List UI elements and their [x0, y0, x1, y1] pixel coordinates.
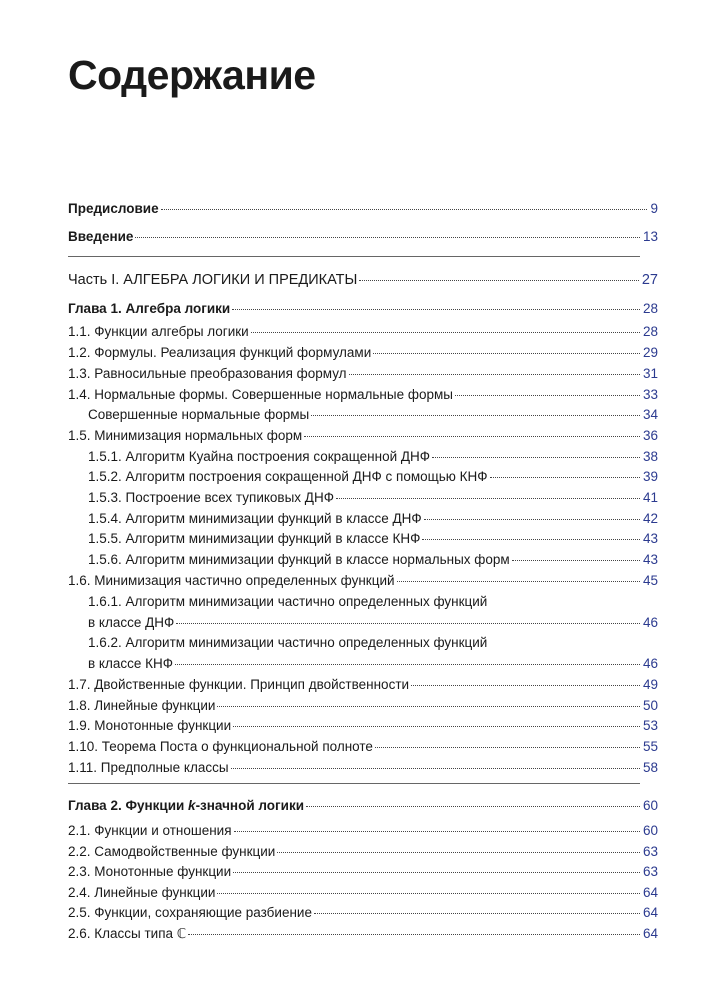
section-divider: [68, 256, 640, 257]
toc-entry-label: 2.4. Линейные функции: [68, 885, 216, 900]
dot-leader: [188, 934, 640, 935]
toc-entry-label: 1.5.1. Алгоритм Куайна построения сокращенной ДНФ: [88, 449, 431, 464]
toc-page-number[interactable]: 28: [642, 301, 658, 316]
toc-entry[interactable]: [88, 510, 658, 528]
toc-page-number[interactable]: 36: [642, 428, 658, 443]
dot-leader: [232, 309, 640, 310]
dot-leader: [314, 913, 640, 914]
toc-page-number[interactable]: 34: [642, 407, 658, 422]
toc-entry[interactable]: [88, 468, 658, 486]
toc-entry-label: 1.3. Равносильные преобразования формул: [68, 366, 347, 381]
dot-leader: [422, 539, 640, 540]
toc-entry[interactable]: [68, 822, 658, 840]
toc-entry-label: 2.2. Самодвойственные функции: [68, 844, 276, 859]
toc-entry[interactable]: [68, 863, 658, 881]
toc-entry-label-line: 1.6.1. Алгоритм минимизации частично определенных функций: [88, 594, 488, 609]
dot-leader: [336, 498, 640, 499]
section-divider: [68, 783, 640, 784]
dot-leader: [432, 457, 640, 458]
toc-page-number[interactable]: 55: [642, 739, 658, 754]
toc-entry-label: в классе ДНФ: [88, 615, 175, 630]
dot-leader: [233, 726, 640, 727]
toc-entry[interactable]: [68, 843, 658, 861]
dot-leader: [233, 872, 640, 873]
toc-entry-label: в классе КНФ: [88, 656, 174, 671]
toc-page-number[interactable]: 9: [650, 201, 658, 216]
dot-leader: [397, 581, 640, 582]
toc-page-number[interactable]: 63: [642, 844, 658, 859]
toc-entry[interactable]: [68, 365, 658, 383]
toc-entry-label-line: 1.6.2. Алгоритм минимизации частично определенных функций: [88, 635, 488, 650]
toc-entry-label: 2.5. Функции, сохраняющие разбиение: [68, 905, 312, 920]
dot-leader: [217, 893, 639, 894]
toc-page-number[interactable]: 64: [642, 905, 658, 920]
toc-entry[interactable]: [68, 572, 658, 590]
toc-entry[interactable]: [88, 489, 658, 507]
toc-entry[interactable]: [68, 427, 658, 445]
toc-entry-label: Глава 2. Функции k-значной логики: [68, 798, 305, 813]
dot-leader: [304, 436, 640, 437]
dot-leader: [490, 477, 640, 478]
toc-page-number[interactable]: 33: [642, 387, 658, 402]
toc-entry[interactable]: [68, 300, 658, 318]
toc-entry[interactable]: [68, 697, 658, 715]
dot-leader: [306, 806, 640, 807]
toc-page-number[interactable]: 43: [642, 552, 658, 567]
toc-entry-label: 1.5.6. Алгоритм минимизации функций в классе нормальных форм: [88, 552, 510, 567]
toc-page-number[interactable]: 43: [642, 531, 658, 546]
toc-page-number[interactable]: 64: [642, 885, 658, 900]
toc-entry-label: Совершенные нормальные формы: [88, 407, 310, 422]
toc-page-number[interactable]: 53: [642, 718, 658, 733]
dot-leader: [231, 768, 640, 769]
dot-leader: [411, 685, 640, 686]
toc-entry-label: 1.5.2. Алгоритм построения сокращенной ДНФ с помощью КНФ: [88, 469, 488, 484]
toc-entry-label: 1.7. Двойственные функции. Принцип двойственности: [68, 677, 410, 692]
toc-entry[interactable]: [68, 228, 658, 246]
toc-entry[interactable]: [68, 676, 658, 694]
toc-entry[interactable]: [68, 200, 658, 218]
toc-page-number[interactable]: 60: [642, 823, 658, 838]
toc-entry[interactable]: [88, 655, 658, 673]
toc-entry[interactable]: [68, 904, 658, 922]
toc-entry[interactable]: [68, 797, 658, 815]
toc-entry-label: 1.5.3. Построение всех тупиковых ДНФ: [88, 490, 334, 505]
toc-entry-label: 1.4. Нормальные формы. Совершенные нормальные формы: [68, 387, 453, 402]
dot-leader: [217, 706, 639, 707]
dot-leader: [373, 353, 640, 354]
toc-entry[interactable]: [88, 551, 658, 569]
toc-entry-label: 1.2. Формулы. Реализация функций формулами: [68, 345, 372, 360]
toc-entry-label: 1.8. Линейные функции: [68, 698, 216, 713]
toc-entry[interactable]: [68, 717, 658, 735]
toc-entry-label: 2.1. Функции и отношения: [68, 823, 232, 838]
dot-leader: [234, 831, 640, 832]
toc-page-number[interactable]: 39: [642, 469, 658, 484]
toc-entry[interactable]: [88, 448, 658, 466]
toc-entry-label: 1.1. Функции алгебры логики: [68, 324, 249, 339]
toc-entry[interactable]: [68, 759, 658, 777]
dot-leader: [175, 664, 640, 665]
toc-page-number[interactable]: 38: [642, 449, 658, 464]
toc-entry-label: Глава 1. Алгебра логики: [68, 301, 231, 316]
toc-page-number[interactable]: 41: [642, 490, 658, 505]
toc-page-number[interactable]: 49: [642, 677, 658, 692]
toc-entry[interactable]: [68, 323, 658, 341]
toc-entry[interactable]: [88, 406, 658, 424]
toc-page-number[interactable]: 64: [642, 926, 658, 941]
toc-entry[interactable]: [68, 386, 658, 404]
dot-leader: [512, 560, 640, 561]
toc-entry[interactable]: [68, 271, 658, 289]
toc-page-number[interactable]: 42: [642, 511, 658, 526]
toc-page-number[interactable]: 60: [642, 798, 658, 813]
toc-page-number[interactable]: 31: [642, 366, 658, 381]
toc-entry[interactable]: [68, 884, 658, 902]
toc-page-number[interactable]: 28: [642, 324, 658, 339]
dot-leader: [161, 209, 648, 210]
dot-leader: [311, 415, 640, 416]
toc-entry-label: 1.5.5. Алгоритм минимизации функций в классе КНФ: [88, 531, 421, 546]
dot-leader: [251, 332, 640, 333]
dot-leader: [349, 374, 640, 375]
dot-leader: [455, 395, 640, 396]
toc-entry[interactable]: [68, 344, 658, 362]
toc-page-number[interactable]: 29: [642, 345, 658, 360]
toc-page-number[interactable]: 45: [642, 573, 658, 588]
toc-entry-label: 1.6. Минимизация частично определенных функций: [68, 573, 395, 588]
toc-entry-label: Часть I. АЛГЕБРА ЛОГИКИ И ПРЕДИКАТЫ: [68, 272, 358, 288]
toc-page-number[interactable]: 50: [642, 698, 658, 713]
toc-entry-label: 1.5. Минимизация нормальных форм: [68, 428, 303, 443]
toc-entry-label: Предисловие: [68, 201, 159, 216]
toc-entry-label: 1.10. Теорема Поста о функциональной полноте: [68, 739, 373, 754]
toc-entry-label: 1.9. Монотонные функции: [68, 718, 232, 733]
toc-page-number[interactable]: 46: [642, 615, 658, 630]
toc-entry-label: Введение: [68, 229, 134, 244]
dot-leader: [424, 519, 640, 520]
toc-page-number[interactable]: 58: [642, 760, 658, 775]
dot-leader: [277, 852, 640, 853]
dot-leader: [375, 747, 640, 748]
dot-leader: [135, 237, 640, 238]
dot-leader: [176, 623, 640, 624]
toc-entry[interactable]: [88, 614, 658, 632]
page-title: Содержание: [68, 52, 316, 98]
dot-leader: [359, 280, 639, 281]
toc-entry-label: 1.5.4. Алгоритм минимизации функций в классе ДНФ: [88, 511, 422, 526]
toc-entry-label: 1.11. Предполные классы: [68, 760, 229, 775]
toc-entry[interactable]: [88, 530, 658, 548]
toc-page-number[interactable]: 63: [642, 864, 658, 879]
toc-entry[interactable]: [68, 738, 658, 756]
toc-entry[interactable]: [68, 925, 658, 943]
toc-page-number[interactable]: 27: [641, 272, 658, 288]
toc-entry-label: 2.3. Монотонные функции: [68, 864, 232, 879]
toc-page-number[interactable]: 46: [642, 656, 658, 671]
toc-entry-label: 2.6. Классы типа ℂ: [68, 926, 187, 941]
toc-page-number[interactable]: 13: [642, 229, 658, 244]
